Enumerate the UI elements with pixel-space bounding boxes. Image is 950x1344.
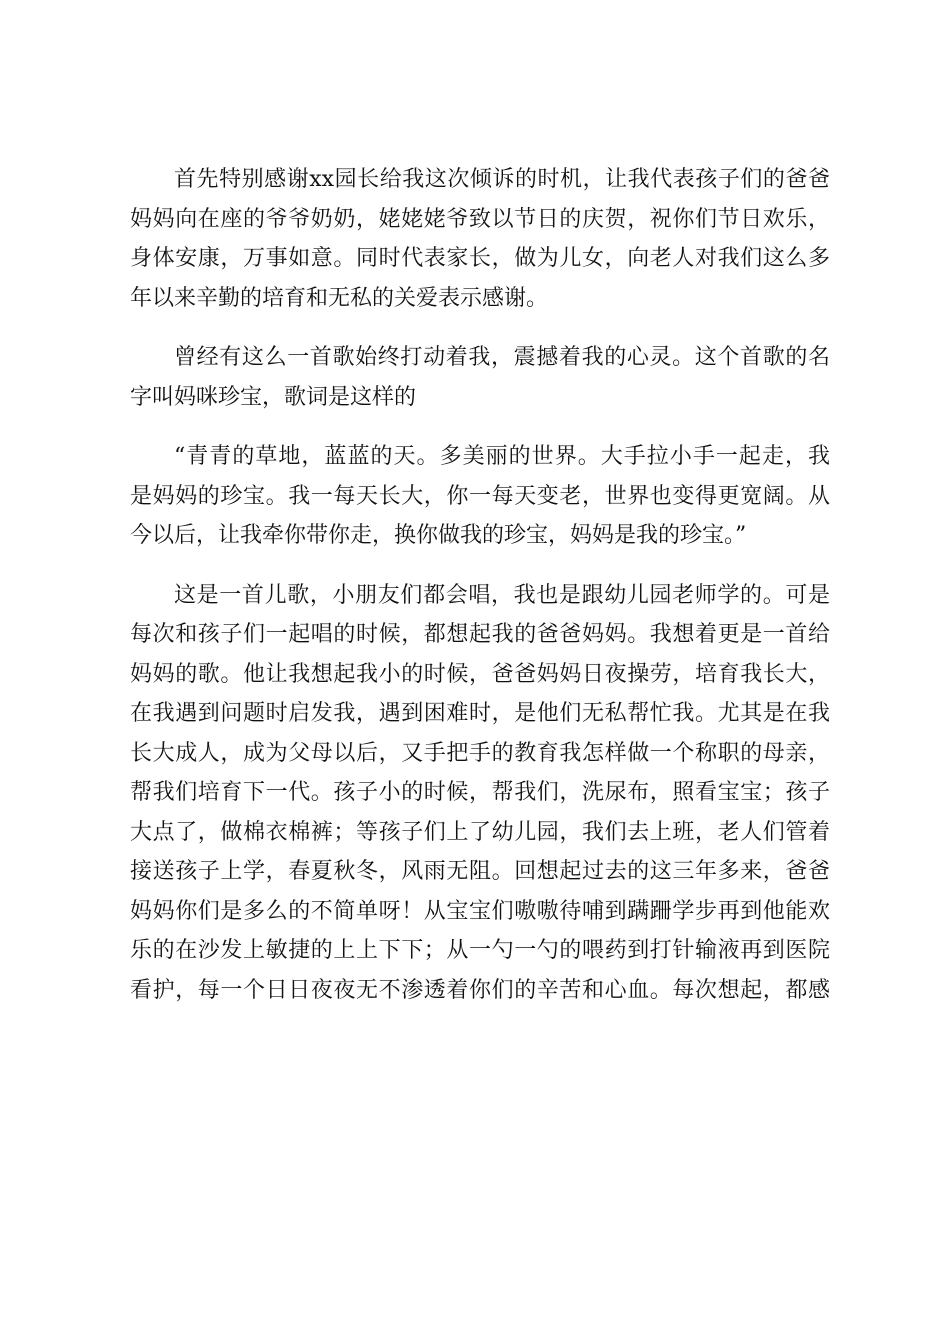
text-line: 首先特别感谢xx园长给我这次倾诉的时机，让我代表孩子们的爸爸 — [174, 167, 830, 192]
text-line: 妈妈你们是多么的不简单呀！从宝宝们嗷嗷待哺到蹒跚学步再到他能欢 — [130, 898, 830, 924]
text-line: 身体安康，万事如意。同时代表家长，做为儿女，向老人对我们这么多 — [130, 246, 830, 271]
text-line: 妈妈向在座的爷爷奶奶，姥姥姥爷致以节日的庆贺，祝你们节日欢乐， — [130, 206, 830, 232]
text-line: 年以来辛勤的培育和无私的关爱表示感谢。 — [130, 285, 549, 311]
text-line: 这是一首儿歌，小朋友们都会唱，我也是跟幼儿园老师学的。可是 — [174, 582, 830, 608]
paragraph-thanks — [130, 160, 830, 318]
text-line: 每次和孩子们一起唱的时候，都想起我的爸爸妈妈。我想着更是一首给 — [130, 622, 830, 647]
text-line: 长大成人，成为父母以后，又手把手的教育我怎样做一个称职的母亲， — [130, 740, 830, 766]
text-line: 字叫妈咪珍宝，歌词是这样的 — [130, 384, 417, 410]
paragraph-reflection — [130, 576, 830, 1011]
text-line: 今以后，让我牵你带你走，换你做我的珍宝，妈妈是我的珍宝。” — [130, 523, 747, 548]
text-line: 妈妈的歌。他让我想起我小的时候，爸爸妈妈日夜操劳，培育我长大， — [130, 661, 830, 687]
text-line: 是妈妈的珍宝。我一每天长大，你一每天变老，世界也变得更宽阔。从 — [130, 483, 830, 509]
text-line: 乐的在沙发上敏捷的上上下下；从一勺一勺的喂药到打针输液再到医院 — [130, 938, 830, 963]
text-line: 帮我们培育下一代。孩子小的时候，帮我们，洗尿布，照看宝宝；孩子 — [130, 780, 830, 805]
text-line: 大点了，做棉衣棉裤；等孩子们上了幼儿园，我们去上班，老人们管着 — [130, 819, 830, 845]
text-line: 接送孩子上学，春夏秋冬，风雨无阻。回想起过去的这三年多来，爸爸 — [130, 859, 830, 884]
paragraph-lyrics — [130, 437, 830, 556]
document-body — [130, 160, 830, 1030]
paragraph-song-intro — [130, 338, 830, 417]
text-line: 曾经有这么一首歌始终打动着我，震撼着我的心灵。这个首歌的名 — [174, 345, 830, 370]
text-line: 在我遇到问题时启发我，遇到困难时，是他们无私帮忙我。尤其是在我 — [130, 701, 830, 726]
text-line: 看护，每一个日日夜夜无不渗透着你们的辛苦和心血。每次想起，都感 — [130, 977, 830, 1003]
text-line: “青青的草地，蓝蓝的天。多美丽的世界。大手拉小手一起走，我 — [174, 444, 830, 469]
